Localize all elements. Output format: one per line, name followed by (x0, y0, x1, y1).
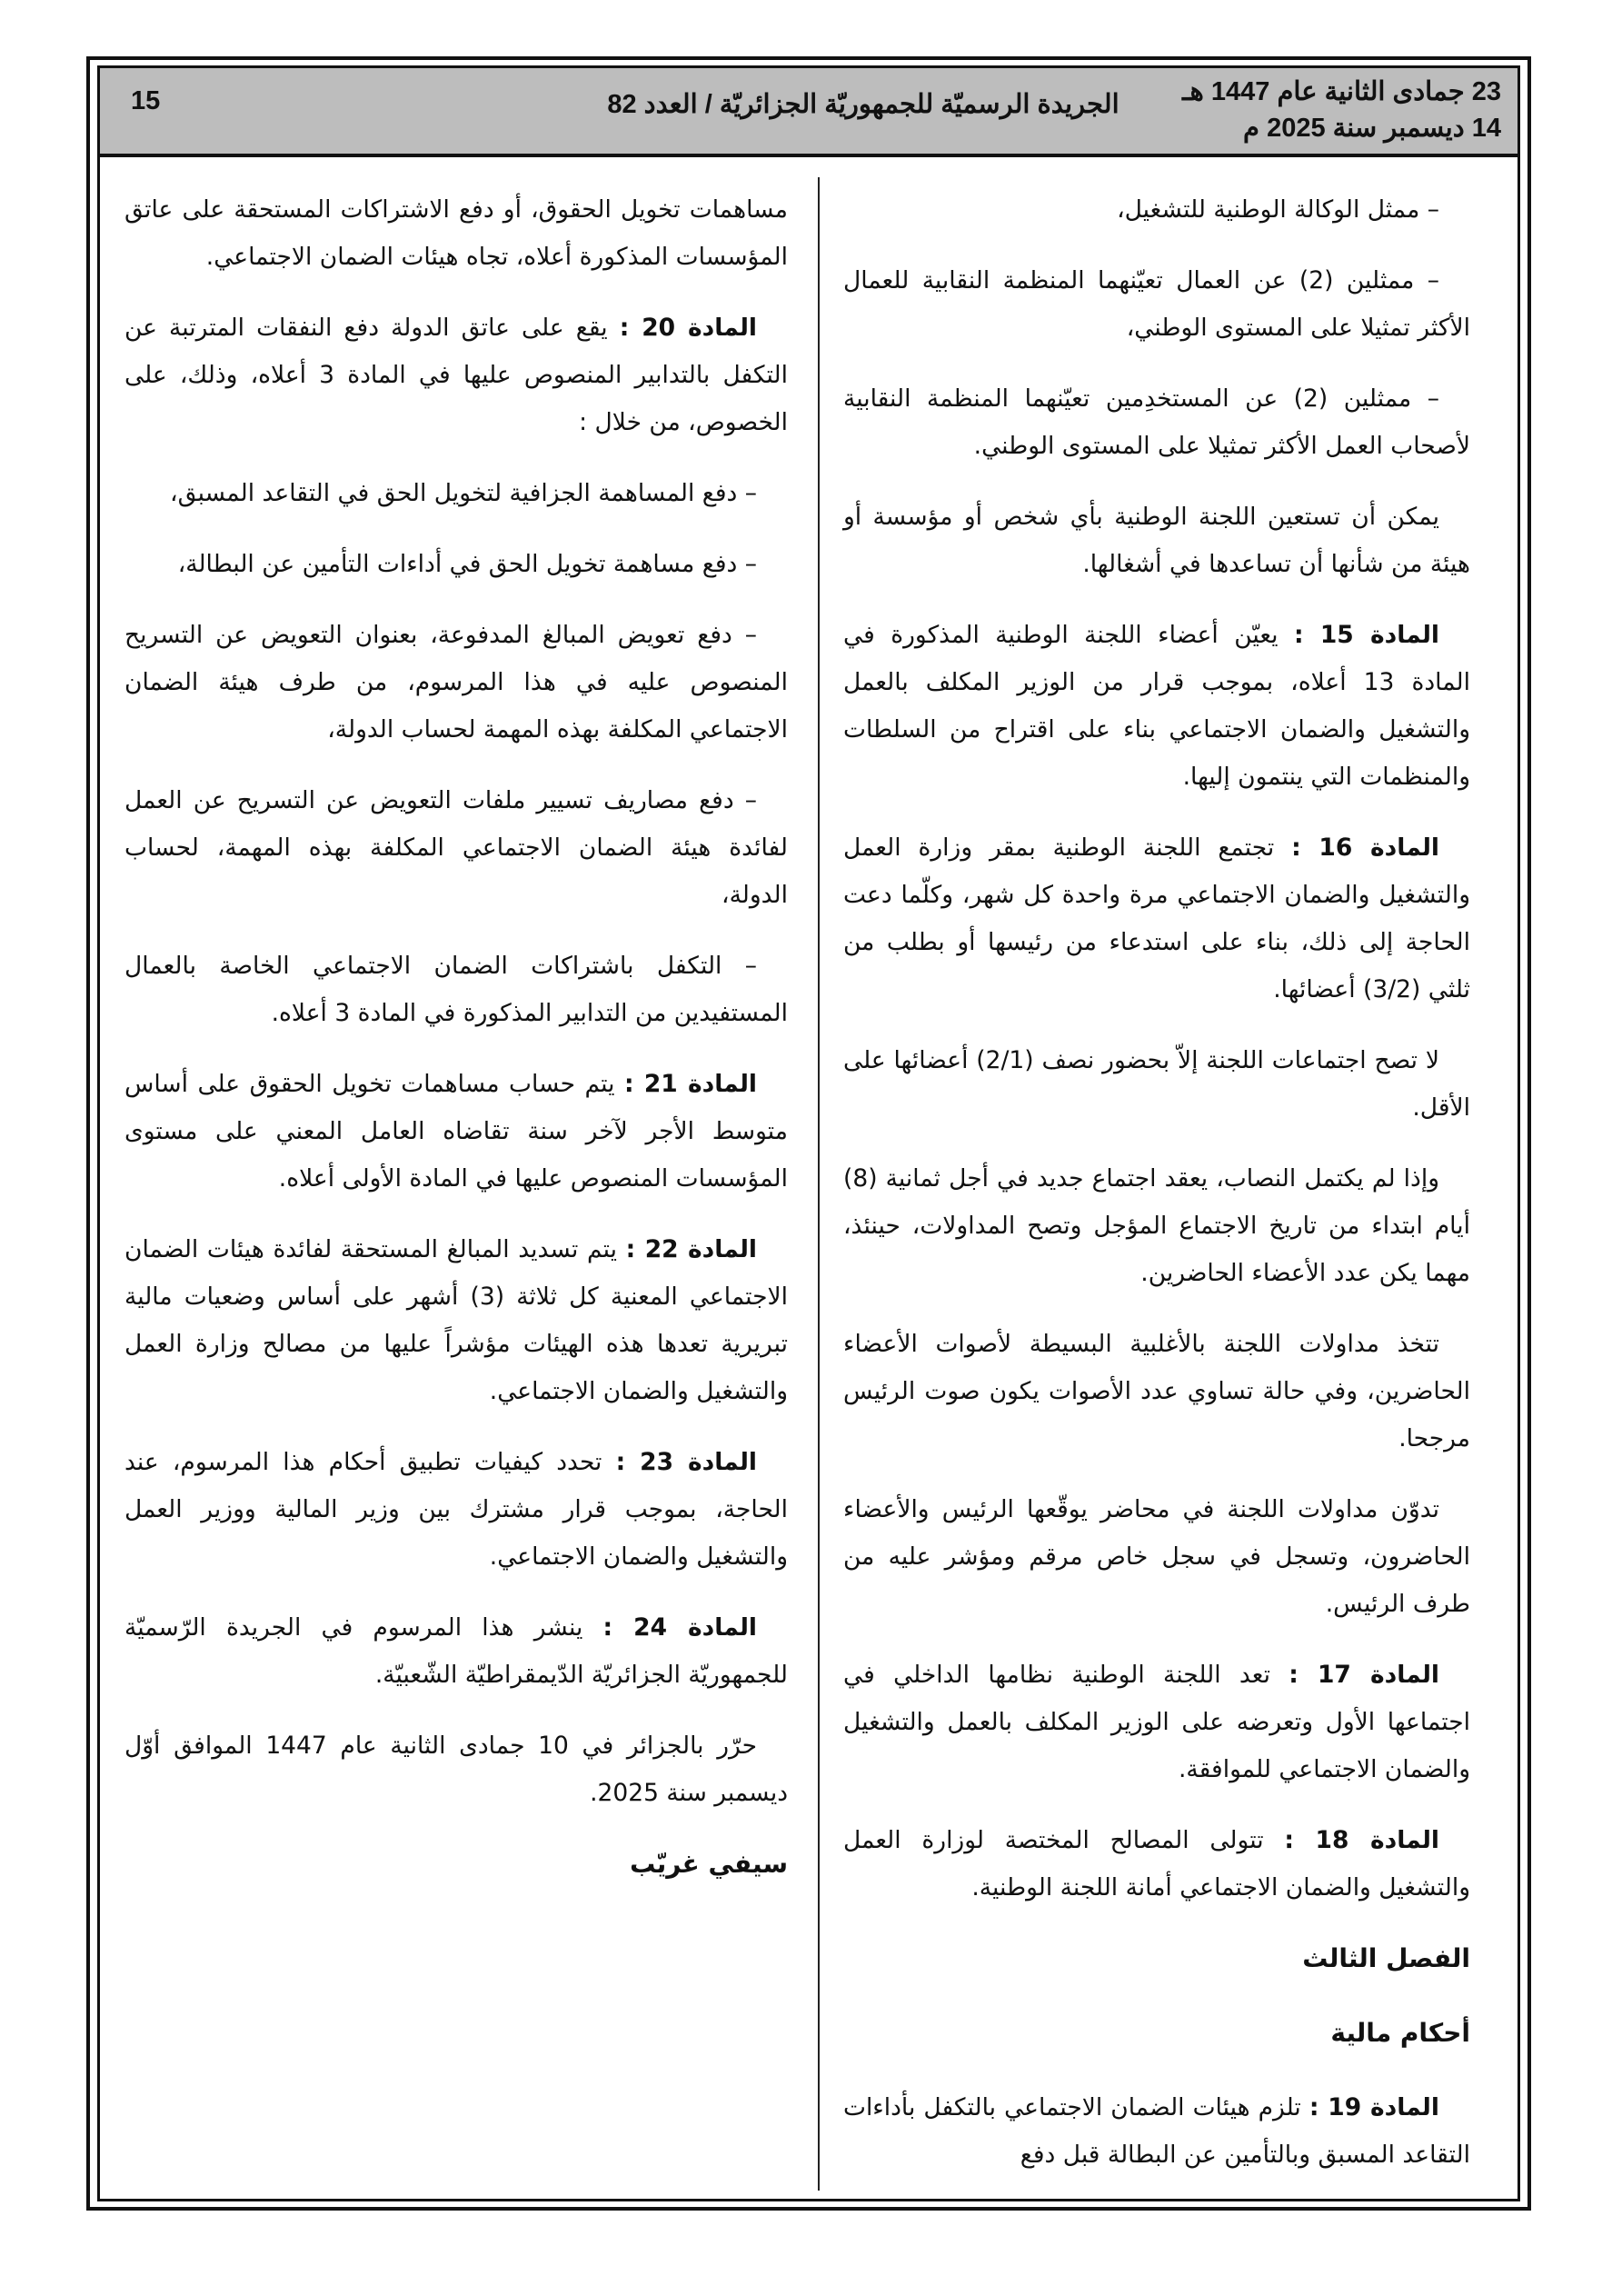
paragraph-text: يتم تسديد المبالغ المستحقة لفائدة هيئات الضمان الاجتماعي المعنية كل ثلاثة (3) أشهر على أساس وضعيات مالية تبريرية تعدها هذه الهيئات مؤشراً عليها من مصالح وزارة العمل والتشغيل والضمان الاجتماعي. (124, 1235, 788, 1405)
paragraph-text: – دفع مساهمة تخويل الحق في أداءات التأمين عن البطالة، (177, 550, 757, 578)
paragraph-text: يمكن أن تستعين اللجنة الوطنية بأي شخص أو مؤسسة أو هيئة من شأنها أن تساعدها في أشغالها. (843, 503, 1470, 578)
paragraph-text: تدوّن مداولات اللجنة في محاضر يوقّعها الرئيس والأعضاء الحاضرون، وتسجل في سجل خاص مرقم ومؤشر عليه من طرف الرئيس. (843, 1495, 1470, 1618)
article-label: المادة 17 : (1289, 1661, 1439, 1689)
paragraph-text: تحدد كيفيات تطبيق أحكام هذا المرسوم، عند الحاجة، بموجب قرار مشترك بين وزير المالية ووزير العمل والتشغيل والضمان الاجتماعي. (124, 1448, 788, 1571)
paragraph-text: – التكفل باشتراكات الضمان الاجتماعي الخاصة بالعمال المستفيدين من التدابير المذكورة في المادة 3 أعلاه. (124, 952, 788, 1027)
paragraph-text: يقع على عاتق الدولة دفع النفقات المترتبة عن التكفل بالتدابير المنصوص عليها في المادة 3 أعلاه، وذلك، على الخصوص، من خلال : (124, 314, 788, 436)
article-paragraph (843, 824, 1470, 1013)
article-paragraph (843, 1652, 1470, 1793)
paragraph (124, 470, 788, 517)
article-paragraph (124, 1061, 788, 1203)
paragraph (843, 186, 1470, 234)
article-label: المادة 20 : (619, 314, 757, 342)
signature: سيفي غريّب (630, 1849, 788, 1879)
article-paragraph (843, 2084, 1470, 2179)
paragraph-text: – ممثل الوكالة الوطنية للتشغيل، (1117, 195, 1439, 224)
page-number: 15 (131, 86, 161, 115)
paragraph (124, 612, 788, 754)
paragraph-text: – ممثلين (2) عن العمال تعيّنهما المنظمة النقابية للعمال الأكثر تمثيلا على المستوى الوطني، (843, 266, 1470, 342)
paragraph-text: لا تصح اجتماعات اللجنة إلاّ بحضور نصف (2/1) أعضائها على الأقل. (843, 1046, 1470, 1122)
paragraph-text: تجتمع اللجنة الوطنية بمقر وزارة العمل والتشغيل والضمان الاجتماعي مرة واحدة كل شهر، وكلّما دعت الحاجة إلى ذلك، بناء على استدعاء من رئيسها أو بطلب من ثلثي (3/2) أعضائها. (843, 834, 1470, 1003)
article-paragraph (124, 1226, 788, 1415)
paragraph (124, 541, 788, 588)
paragraph (843, 1486, 1470, 1628)
article-label: المادة 22 : (625, 1235, 757, 1263)
article-label: المادة 21 : (623, 1070, 757, 1098)
article-paragraph (843, 612, 1470, 801)
paragraph-text: تتولى المصالح المختصة لوزارة العمل والتشغيل والضمان الاجتماعي أمانة اللجنة الوطنية. (843, 1826, 1470, 1902)
header-date-hijri: 23 جمادى الثانية عام 1447 هـ (1182, 77, 1501, 106)
article-paragraph (843, 1817, 1470, 1912)
article-paragraph (124, 1604, 788, 1699)
paragraph-text: ينشر هذا المرسوم في الجريدة الرّسميّة للجمهوريّة الجزائريّة الدّيمقراطيّة الشّعبيّة. (124, 1613, 788, 1689)
article-label: المادة 18 : (1284, 1826, 1439, 1854)
article-paragraph (124, 1439, 788, 1581)
paragraph (124, 943, 788, 1037)
paragraph (843, 257, 1470, 352)
paragraph-text: تلزم هيئات الضمان الاجتماعي بالتكفل بأداءات التقاعد المسبق وبالتأمين عن البطالة قبل دفع (843, 2093, 1470, 2169)
right-column (843, 186, 1470, 2202)
paragraph (843, 1037, 1470, 1132)
paragraph (124, 777, 788, 919)
paragraph-text: – دفع تعويض المبالغ المدفوعة، بعنوان التعويض عن التسريح المنصوص عليه في هذا المرسوم، من طرف هيئة الضمان الاجتماعي المكلفة بهذه المهمة لحساب الدولة، (124, 621, 788, 744)
paragraph-text: وإذا لم يكتمل النصاب، يعقد اجتماع جديد في أجل ثمانية (8) أيام ابتداء من تاريخ الاجتماع المؤجل وتصح المداولات، حينئذ، مهما يكن عدد الأعضاء الحاضرين. (843, 1164, 1470, 1287)
article-label: المادة 16 : (1291, 834, 1439, 862)
paragraph-text: يعيّن أعضاء اللجنة الوطنية المذكورة في المادة 13 أعلاه، بموجب قرار من الوزير المكلف بالعمل والتشغيل والضمان الاجتماعي بناء على اقتراح من السلطات والمنظمات التي ينتمون إليها. (843, 621, 1470, 791)
left-column (124, 186, 788, 1888)
page-header (100, 68, 1518, 157)
article-label: المادة 23 : (615, 1448, 757, 1476)
paragraph-text: تتخذ مداولات اللجنة بالأغلبية البسيطة لأصوات الأعضاء الحاضرين، وفي حالة تساوي عدد الأصوات يكون صوت الرئيس مرجحا. (843, 1330, 1470, 1452)
paragraph (843, 1321, 1470, 1462)
paragraph-text: مساهمات تخويل الحقوق، أو دفع الاشتراكات المستحقة على عاتق المؤسسات المذكورة أعلاه، تجاه هيئات الضمان الاجتماعي. (124, 195, 788, 271)
article-label: المادة 24 : (602, 1613, 757, 1642)
paragraph-text: – ممثلين (2) عن المستخدِمين تعيّنهما المنظمة النقابية لأصحاب العمل الأكثر تمثيلا على المستوى الوطني. (843, 384, 1470, 460)
column-divider (818, 177, 820, 2191)
paragraph (843, 494, 1470, 588)
paragraph (124, 186, 788, 281)
article-paragraph (124, 304, 788, 446)
section-heading: أحكام مالية (1330, 2018, 1470, 2048)
paragraph (843, 1155, 1470, 1297)
chapter-heading: الفصل الثالث (1302, 1943, 1470, 1973)
paragraph-text: – دفع المساهمة الجزافية لتخويل الحق في التقاعد المسبق، (170, 479, 757, 507)
header-date-gregorian: 14 ديسمبر سنة 2025 م (1243, 114, 1501, 143)
paragraph-text: تعد اللجنة الوطنية نظامها الداخلي في اجتماعها الأول وتعرضه على الوزير المكلف بالعمل والتشغيل والضمان الاجتماعي للموافقة. (843, 1661, 1470, 1783)
paragraph (843, 375, 1470, 470)
paragraph-text: يتم حساب مساهمات تخويل الحقوق على أساس متوسط الأجر لآخر سنة تقاضاه العامل المعني على مستوى المؤسسات المنصوص عليها في المادة الأولى أعلاه. (124, 1070, 788, 1193)
paragraph-text: حرّر بالجزائر في 10 جمادى الثانية عام 1447 الموافق أوّل ديسمبر سنة 2025. (124, 1732, 788, 1807)
article-label: المادة 19 : (1309, 2093, 1439, 2121)
paragraph-text: – دفع مصاريف تسيير ملفات التعويض عن التسريح عن العمل لفائدة هيئة الضمان الاجتماعي المكلفة بهذه المهمة، لحساب الدولة، (124, 786, 788, 909)
header-title: الجريدة الرسميّة للجمهوريّة الجزائريّة / العدد 82 (607, 90, 1119, 119)
article-label: المادة 15 : (1294, 621, 1439, 649)
paragraph (124, 1722, 788, 1817)
